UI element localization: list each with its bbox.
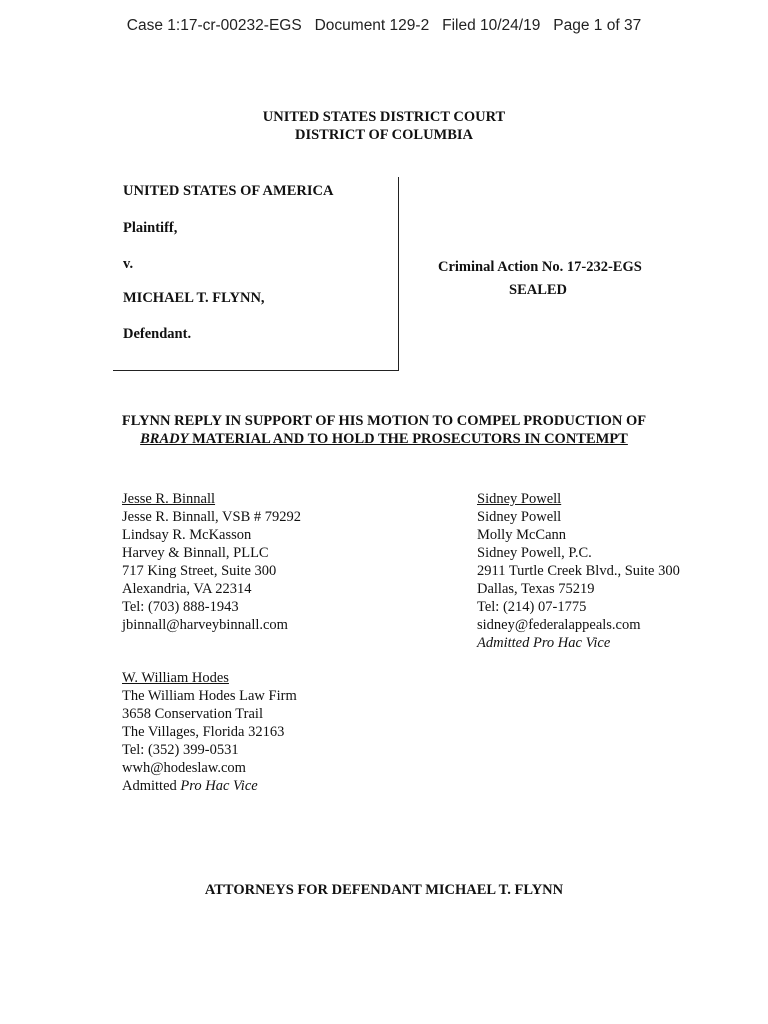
counsel-line: Harvey & Binnall, PLLC (122, 545, 269, 561)
page-indicator: Page 1 of 37 (553, 17, 642, 34)
plaintiff-role: Plaintiff, (123, 220, 178, 236)
filed-date: Filed 10/24/19 (442, 17, 541, 34)
admitted-pro-hac-vice: Admitted Pro Hac Vice (477, 635, 611, 651)
counsel-phone: Tel: (214) 07-1775 (477, 599, 587, 615)
document-number: Document 129-2 (314, 17, 430, 34)
admitted-pro-hac-vice: Admitted Pro Hac Vice (122, 778, 258, 794)
plaintiff-name: UNITED STATES OF AMERICA (123, 183, 334, 199)
court-name: UNITED STATES DISTRICT COURT (262, 109, 506, 125)
attorneys-for-defendant: ATTORNEYS FOR DEFENDANT MICHAEL T. FLYNN (204, 882, 564, 898)
caption-divider-vertical (398, 177, 399, 370)
counsel-line: 3658 Conservation Trail (122, 706, 263, 722)
counsel-line: The William Hodes Law Firm (122, 688, 297, 704)
counsel-line: Alexandria, VA 22314 (122, 581, 252, 597)
case-header (0, 17, 768, 35)
counsel-email: sidney@federalappeals.com (477, 617, 641, 633)
case-number: Case 1:17-cr-00232-EGS (126, 17, 302, 34)
signature-hodes: W. William Hodes (122, 670, 229, 686)
defendant-name: MICHAEL T. FLYNN, (123, 290, 265, 306)
counsel-email: jbinnall@harveybinnall.com (122, 617, 288, 633)
document-title-line2 (0, 431, 768, 448)
counsel-binnall-block (122, 490, 301, 634)
counsel-line: Molly McCann (477, 527, 567, 543)
caption-divider-horizontal (113, 370, 399, 371)
counsel-line: 2911 Turtle Creek Blvd., Suite 300 (477, 563, 680, 579)
counsel-hodes-block (122, 669, 297, 795)
signature-powell: Sidney Powell (477, 491, 562, 507)
document-title-line2-rest: MATERIAL AND TO HOLD THE PROSECUTORS IN CONTEMPT (188, 431, 628, 447)
versus: v. (123, 256, 134, 272)
counsel-phone: Tel: (703) 888-1943 (122, 599, 239, 615)
counsel-line: 717 King Street, Suite 300 (122, 563, 277, 579)
sealed-label: SEALED (509, 282, 568, 298)
counsel-line: Dallas, Texas 75219 (477, 581, 595, 597)
criminal-action-number: Criminal Action No. 17-232-EGS (438, 259, 642, 275)
counsel-powell-block (477, 490, 680, 652)
counsel-line: Sidney Powell (477, 509, 562, 525)
defendant-role: Defendant. (123, 326, 192, 342)
brady-term: BRADY (140, 431, 189, 447)
document-title-line1: FLYNN REPLY IN SUPPORT OF HIS MOTION TO COMPEL PRODUCTION OF (121, 413, 647, 429)
counsel-line: Sidney Powell, P.C. (477, 545, 592, 561)
court-district: DISTRICT OF COLUMBIA (294, 127, 474, 143)
counsel-line: Jesse R. Binnall, VSB # 79292 (122, 509, 301, 525)
counsel-phone: Tel: (352) 399-0531 (122, 742, 239, 758)
counsel-line: The Villages, Florida 32163 (122, 724, 285, 740)
counsel-email: wwh@hodeslaw.com (122, 760, 246, 776)
signature-binnall: Jesse R. Binnall (122, 491, 216, 507)
counsel-line: Lindsay R. McKasson (122, 527, 252, 543)
